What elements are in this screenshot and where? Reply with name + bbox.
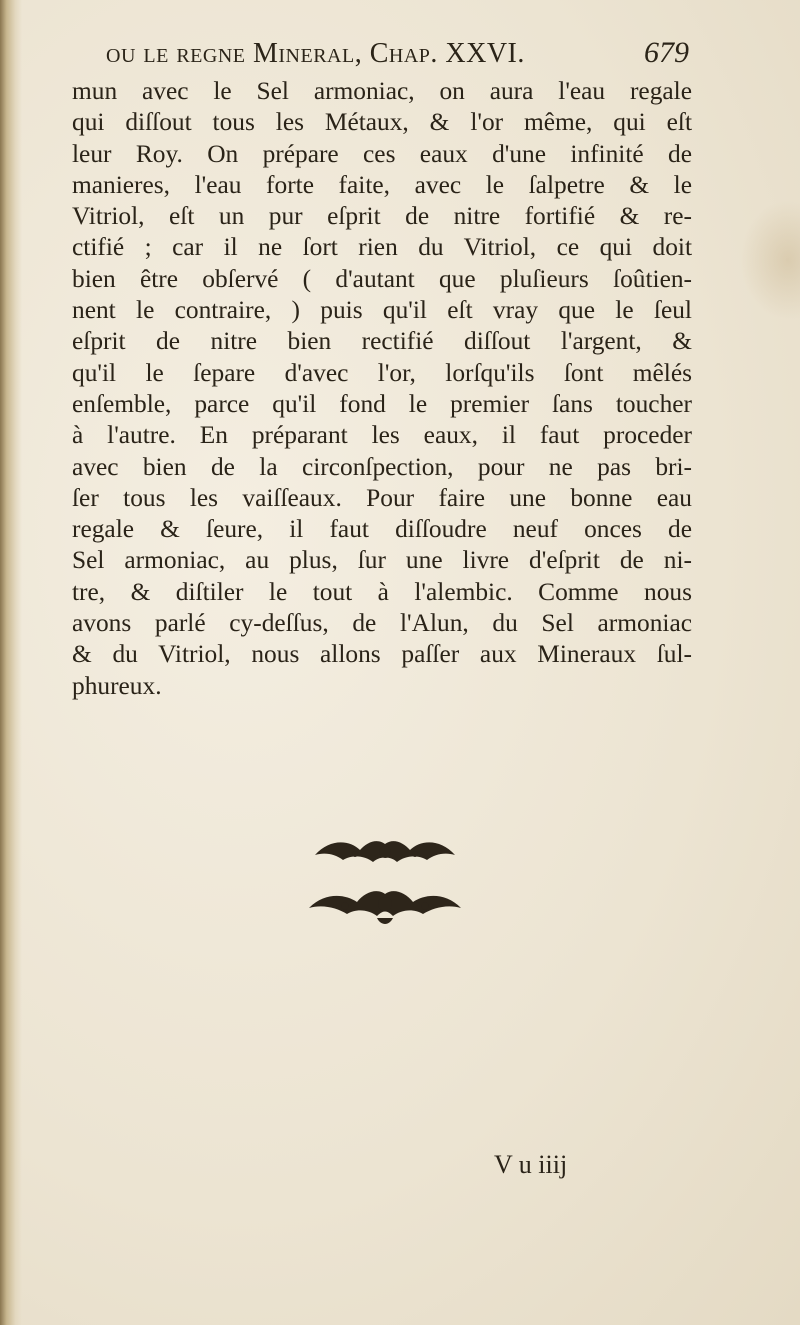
- text-line: bien être obſervé ( d'autant que pluſieurs ſoûtien-: [72, 264, 692, 293]
- text-line: Sel armoniac, au plus, ſur une livre d'eſprit de ni-: [72, 546, 692, 575]
- text-line: Vitriol, eſt un pur eſprit de nitre fortifié & re-: [72, 202, 692, 231]
- running-head: [106, 36, 706, 80]
- text-line: mun avec le Sel armoniac, on aura l'eau regale: [72, 77, 692, 105]
- text-line: à l'autre. En préparant les eaux, il faut proceder: [72, 421, 692, 450]
- signature-mark: V u iiij: [494, 1150, 568, 1179]
- text-line: & du Vitriol, nous allons paſſer aux Mineraux ſul-: [72, 640, 692, 669]
- running-head-title: ou le regne Mineral, Chap. XXVI.: [106, 38, 525, 69]
- text-line: nent le contraire, ) puis qu'il eſt vray que le ſeul: [72, 296, 692, 325]
- text-line: qui diſſout tous les Métaux, & l'or même, qui eſt: [72, 108, 692, 137]
- text-line: regale & ſeure, il faut diſſoudre neuf onces de: [72, 515, 692, 544]
- text-line: leur Roy. On prépare ces eaux d'une infinité de: [72, 139, 692, 168]
- text-line: qu'il le ſepare d'avec l'or, lorſqu'ils ſont mêlés: [72, 358, 692, 387]
- text-line: tre, & diſtiler le tout à l'alembic. Comme nous: [72, 577, 692, 606]
- text-line: enſemble, parce qu'il fond le premier ſans toucher: [72, 389, 692, 418]
- text-line: avons parlé cy-deſſus, de l'Alun, du Sel armoniac: [72, 609, 692, 638]
- text-line: avec bien de la circonſpection, pour ne pas bri-: [72, 452, 692, 481]
- page-number: 679: [644, 36, 689, 69]
- text-line: ſer tous les vaiſſeaux. Pour faire une bonne eau: [72, 483, 692, 512]
- paper-stain: [740, 200, 800, 320]
- text-line: eſprit de nitre bien rectifié diſſout l'argent, &: [72, 327, 692, 356]
- page-spine-edge: [0, 0, 22, 1325]
- text-line: ctifié ; car il ne ſort rien du Vitriol, ce qui doit: [72, 233, 692, 262]
- fleuron-ornament-icon: [305, 830, 465, 930]
- text-line: phureux.: [72, 671, 162, 700]
- text-line: manieres, l'eau forte faite, avec le ſalpetre & le: [72, 170, 692, 199]
- body-text: [72, 76, 692, 702]
